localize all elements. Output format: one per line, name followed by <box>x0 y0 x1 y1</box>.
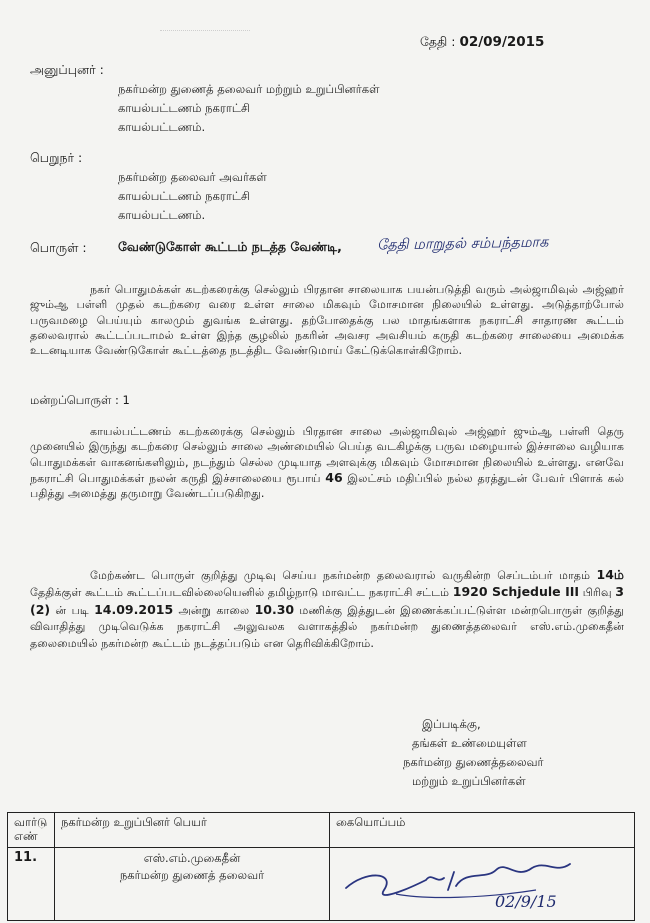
scan-smudge <box>160 30 250 41</box>
signoff-line-4: மற்றும் உறுப்பினர்கள் <box>412 774 526 788</box>
sender-line-3: காயல்பட்டணம். <box>118 120 206 134</box>
row-name-line-1: எஸ்.எம்.முகைதீன் <box>143 851 241 865</box>
closing-date: 14.09.2015 <box>94 601 174 617</box>
intro-paragraph: நகர் பொதுமக்கள் கடற்கரைக்கு செல்லும் பிரதான சாலையாக பயன்படுத்தி வரும் அல்ஜாமிவுல் அஜ்ஹர் ஜும்ஆ பள்ளி முதல் கடற்கரை வரை உள்ள சாலை மிகவும் மோசமான நிலையில் உள்ளது. அடுத்தாற்போல் பருவமழை பெய்யும் காலமும் துவங்க உள்ளது. தற்போதைக்கு பல மாதங்களாக நகராட்சி சாதாரண கூட்டம் தலைவரால் கூட்டப்படாமல் உள்ள இந்த சூழலில் நகரின் அவசர அவசியம் கருதி கடற்கரை சாலையை அமைக்க உடனடியாக வேண்டுகோள் கூட்டத்தை நடத்திட வேண்டுமாய் கேட்டுக்கொள்கிறோம். <box>30 283 624 358</box>
header-ward-line-2: எண் <box>14 829 38 843</box>
closing-text-4: ன் படி <box>55 603 89 617</box>
row-ward-cell <box>8 848 55 921</box>
subject-label: பொருள் : <box>30 240 87 255</box>
agenda-amount: 46 <box>325 469 343 485</box>
closing-section: 3 (2) <box>30 584 624 617</box>
agenda-text-2: இலட்சம் மதிப்பில் நல்ல தரத்துடன் பேவர் பிளாக் கல் பதித்து அமைத்து தருமாறு வேண்டப்படுகிறது. <box>30 471 625 501</box>
sender-line-2: காயல்பட்டணம் நகராட்சி <box>118 101 251 115</box>
closing-text-5: அன்று காலை <box>178 603 250 617</box>
date-line <box>420 34 544 51</box>
header-ward-line-1: வார்டு <box>14 815 48 829</box>
closing-time: 10.30 <box>254 601 295 617</box>
closing-text-2: தேதிக்குள் கூட்டம் கூட்டப்படவில்லையெனில் தமிழ்நாடு மாவட்ட நகராட்சி சட்டம் <box>30 586 450 600</box>
agenda-label: மன்றப்பொருள் : 1 <box>30 393 130 407</box>
row-ward: 11. <box>14 850 38 865</box>
row-name-line-2: நகர்மன்ற துணைத் தலைவர் <box>119 868 265 882</box>
row-name-cell <box>55 848 330 921</box>
signature-date: 02/9/15 <box>495 892 557 911</box>
closing-act: 1920 Schjedule III <box>452 584 580 600</box>
header-ward-cell <box>8 813 55 848</box>
agenda-text-1: காயல்பட்டணம் கடற்கரைக்கு செல்லும் பிரதான சாலை அல்ஜாமிவுல் அஜ்ஹர் ஜும்ஆ பள்ளி தெரு முனையில் இருந்து கடற்கரை செல்லும் சாலை அண்மையில் பெய்த வடகிழக்கு பருவ மழையால் இச்சாலை வழியாக பொதுமக்கள் வாகனங்களிலும், நடந்தும் செல்ல முடியாத அளவுக்கு மிகவும் மோசமான நிலையில் உள்ளது. எனவே நகராட்சி பொதுமக்கள் நலன் கருதி இச்சாலையை ரூபாய் <box>30 425 624 485</box>
sender-line-1: நகர்மன்ற துணைத் தலைவர் மற்றும் உறுப்பினர்கள் <box>118 82 380 96</box>
closing-text-6: மணிக்கு இத்துடன் இணைக்கப்பட்டுள்ள மன்றபொருள் குறித்து விவாதித்து முடிவெடுக்க நகராட்சி அலுவலக வளாகத்தில் நகர்மன்ற துணைத்தலைவர் எஸ்.எம்.முகைதீன் தலைமையில் நகர்மன்ற கூட்டம் நடத்தப்படும் என தெரிவிக்கிறோம். <box>30 603 624 650</box>
header-name-cell <box>55 813 330 848</box>
recipient-label: பெறுநர் : <box>30 150 83 165</box>
sender-label: அனுப்புனர் : <box>30 62 104 77</box>
header-signature-cell <box>330 813 635 848</box>
table-header-row <box>8 813 635 848</box>
recipient-line-3: காயல்பட்டணம். <box>118 208 206 222</box>
agenda-paragraph <box>30 424 624 501</box>
signoff-line-1: இப்படிக்கு, <box>422 717 481 731</box>
signoff-line-2: தங்கள் உண்மையுள்ள <box>412 736 527 750</box>
closing-text-3: பிரிவு <box>582 586 612 600</box>
date-value: 02/09/2015 <box>459 34 545 50</box>
table-row <box>8 848 635 921</box>
subject-handwritten-note: தேதி மாறுதல் சம்பந்தமாக <box>376 234 549 254</box>
header-name: நகர்மன்ற உறுப்பினர் பெயர் <box>61 815 207 829</box>
row-signature-cell <box>330 848 635 921</box>
closing-paragraph <box>30 567 624 652</box>
signoff-line-3: நகர்மன்ற துணைத்தலைவர் <box>403 755 544 769</box>
header-signature: கையொப்பம் <box>336 815 406 829</box>
closing-text-1: மேற்கண்ட பொருள் குறித்து முடிவு செய்ய நகர்மன்ற தலைவரால் வருகின்ற செப்டம்பர் மாதம் <box>90 569 591 582</box>
subject-text: வேண்டுகோள் கூட்டம் நடத்த வேண்டி, <box>118 239 342 254</box>
signature-table <box>7 812 635 921</box>
closing-day: 14ம் <box>596 567 624 582</box>
recipient-line-2: காயல்பட்டணம் நகராட்சி <box>118 189 251 203</box>
recipient-line-1: நகர்மன்ற தலைவர் அவர்கள் <box>118 170 267 184</box>
date-label: தேதி : <box>420 34 456 49</box>
